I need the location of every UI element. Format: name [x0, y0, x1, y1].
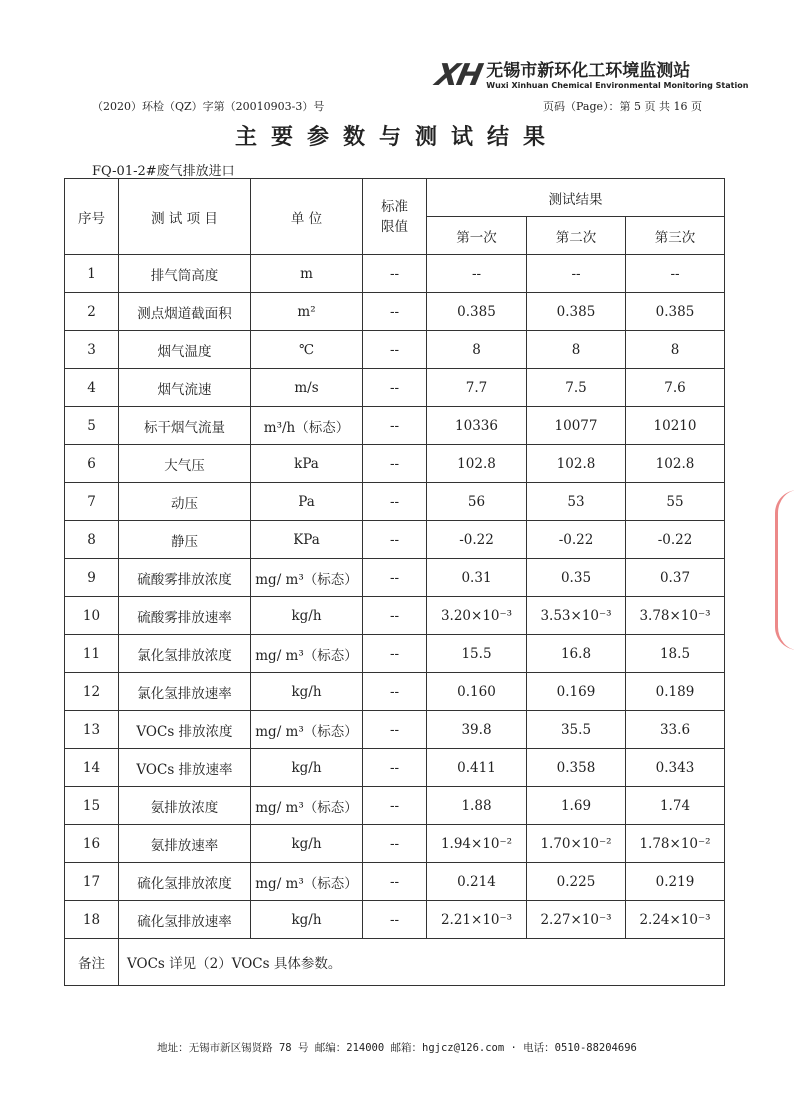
cell-limit: --: [363, 521, 427, 559]
cell-unit: m²: [251, 293, 363, 331]
cell-limit: --: [363, 255, 427, 293]
cell-r1: 0.31: [427, 559, 527, 597]
cell-limit: --: [363, 293, 427, 331]
table-row: [65, 483, 725, 521]
cell-limit: --: [363, 901, 427, 939]
cell-r1: --: [427, 255, 527, 293]
cell-n: 17: [65, 863, 119, 901]
cell-n: 5: [65, 407, 119, 445]
results-table: [64, 178, 725, 986]
cell-n: 6: [65, 445, 119, 483]
cell-limit: --: [363, 635, 427, 673]
cell-r2: 8: [527, 331, 626, 369]
header-run-1: 第一次: [427, 217, 527, 255]
cell-item: 硫酸雾排放速率: [119, 597, 251, 635]
cell-item: 硫化氢排放速率: [119, 901, 251, 939]
page-title: 主要参数与测试结果: [234, 124, 559, 150]
cell-r1: 0.385: [427, 293, 527, 331]
cell-r2: -0.22: [527, 521, 626, 559]
cell-item: 烟气流速: [119, 369, 251, 407]
table-row: [65, 521, 725, 559]
table-row: [65, 331, 725, 369]
cell-r1: -0.22: [427, 521, 527, 559]
cell-limit: --: [363, 787, 427, 825]
cell-r1: 0.411: [427, 749, 527, 787]
cell-r2: 53: [527, 483, 626, 521]
cell-r2: 0.385: [527, 293, 626, 331]
cell-n: 15: [65, 787, 119, 825]
table-row: [65, 711, 725, 749]
table-row: [65, 559, 725, 597]
cell-limit: --: [363, 407, 427, 445]
red-stamp-edge: [775, 490, 794, 650]
cell-n: 9: [65, 559, 119, 597]
cell-limit: --: [363, 863, 427, 901]
cell-item: 氯化氢排放速率: [119, 673, 251, 711]
cell-n: 12: [65, 673, 119, 711]
cell-r2: 102.8: [527, 445, 626, 483]
cell-unit: mg/ m³（标态）: [251, 711, 363, 749]
cell-r3: 0.37: [626, 559, 725, 597]
cell-limit: --: [363, 711, 427, 749]
cell-r2: 2.27×10⁻³: [527, 901, 626, 939]
cell-unit: m/s: [251, 369, 363, 407]
cell-r2: 7.5: [527, 369, 626, 407]
table-row: [65, 407, 725, 445]
cell-unit: mg/ m³（标态）: [251, 863, 363, 901]
cell-unit: kg/h: [251, 597, 363, 635]
cell-n: 14: [65, 749, 119, 787]
header-run-2: 第二次: [527, 217, 626, 255]
cell-r3: 10210: [626, 407, 725, 445]
cell-r2: 0.35: [527, 559, 626, 597]
cell-limit: --: [363, 825, 427, 863]
table-body: [65, 255, 725, 939]
header-seq: 序号: [65, 179, 119, 255]
cell-limit: --: [363, 559, 427, 597]
station-name-cn: 无锡市新环化工环境监测站: [486, 60, 691, 81]
cell-n: 1: [65, 255, 119, 293]
cell-item: 氯化氢排放浓度: [119, 635, 251, 673]
cell-n: 18: [65, 901, 119, 939]
cell-r2: 35.5: [527, 711, 626, 749]
cell-limit: --: [363, 749, 427, 787]
station-logo: [432, 58, 749, 93]
cell-r1: 1.88: [427, 787, 527, 825]
header-unit: 单 位: [251, 179, 363, 255]
cell-n: 11: [65, 635, 119, 673]
header-item: 测 试 项 目: [119, 179, 251, 255]
cell-item: 排气筒高度: [119, 255, 251, 293]
cell-r2: 10077: [527, 407, 626, 445]
cell-r1: 2.21×10⁻³: [427, 901, 527, 939]
cell-r2: 0.358: [527, 749, 626, 787]
cell-n: 4: [65, 369, 119, 407]
cell-r3: 102.8: [626, 445, 725, 483]
cell-unit: Pa: [251, 483, 363, 521]
cell-r1: 56: [427, 483, 527, 521]
outlet-label: FQ-01-2#废气排放进口: [92, 164, 235, 179]
table-row: [65, 787, 725, 825]
cell-item: VOCs 排放浓度: [119, 711, 251, 749]
footer-contact: 地址：无锡市新区锡贤路 78 号 邮编：214000 邮箱：hgjcz@126.com · 电话：0510-88204696: [157, 1042, 637, 1054]
cell-item: 动压: [119, 483, 251, 521]
cell-n: 2: [65, 293, 119, 331]
cell-unit: KPa: [251, 521, 363, 559]
cell-r2: 1.70×10⁻²: [527, 825, 626, 863]
cell-item: 标干烟气流量: [119, 407, 251, 445]
cell-n: 3: [65, 331, 119, 369]
cell-r1: 3.20×10⁻³: [427, 597, 527, 635]
cell-limit: --: [363, 597, 427, 635]
table-row: [65, 863, 725, 901]
header-limit: 标准限值: [363, 179, 427, 255]
document-number: （2020）环检（QZ）字第（20010903-3）号: [92, 100, 325, 113]
cell-r2: 1.69: [527, 787, 626, 825]
cell-item: VOCs 排放速率: [119, 749, 251, 787]
cell-r1: 1.94×10⁻²: [427, 825, 527, 863]
cell-unit: kPa: [251, 445, 363, 483]
cell-r3: 0.343: [626, 749, 725, 787]
cell-r1: 102.8: [427, 445, 527, 483]
cell-item: 测点烟道截面积: [119, 293, 251, 331]
station-name-en: Wuxi Xinhuan Chemical Environmental Monitoring Station: [486, 80, 749, 90]
cell-r3: 55: [626, 483, 725, 521]
page-number: 页码（Page）：第 5 页 共 16 页: [543, 100, 702, 113]
cell-n: 8: [65, 521, 119, 559]
cell-n: 13: [65, 711, 119, 749]
cell-r3: 0.219: [626, 863, 725, 901]
table-row: [65, 825, 725, 863]
cell-n: 7: [65, 483, 119, 521]
cell-item: 氨排放浓度: [119, 787, 251, 825]
cell-r1: 7.7: [427, 369, 527, 407]
cell-r3: 1.74: [626, 787, 725, 825]
cell-limit: --: [363, 483, 427, 521]
cell-r3: 0.189: [626, 673, 725, 711]
remark-text: VOCs 详见（2）VOCs 具体参数。: [119, 939, 725, 986]
cell-item: 大气压: [119, 445, 251, 483]
table-row: [65, 673, 725, 711]
cell-unit: m: [251, 255, 363, 293]
cell-r3: 0.385: [626, 293, 725, 331]
table-row: [65, 369, 725, 407]
table-row: [65, 635, 725, 673]
cell-unit: ℃: [251, 331, 363, 369]
cell-unit: mg/ m³（标态）: [251, 787, 363, 825]
cell-limit: --: [363, 369, 427, 407]
cell-unit: kg/h: [251, 749, 363, 787]
cell-r3: 33.6: [626, 711, 725, 749]
cell-r3: 8: [626, 331, 725, 369]
cell-r2: 0.169: [527, 673, 626, 711]
cell-item: 烟气温度: [119, 331, 251, 369]
cell-unit: mg/ m³（标态）: [251, 635, 363, 673]
cell-limit: --: [363, 331, 427, 369]
cell-r2: 3.53×10⁻³: [527, 597, 626, 635]
cell-unit: kg/h: [251, 825, 363, 863]
table-row: [65, 749, 725, 787]
cell-r3: 3.78×10⁻³: [626, 597, 725, 635]
cell-item: 硫化氢排放浓度: [119, 863, 251, 901]
cell-r2: --: [527, 255, 626, 293]
cell-item: 静压: [119, 521, 251, 559]
cell-r3: -0.22: [626, 521, 725, 559]
header-run-3: 第三次: [626, 217, 725, 255]
table-row: [65, 293, 725, 331]
cell-n: 16: [65, 825, 119, 863]
remark-label: 备注: [65, 939, 119, 986]
cell-item: 硫酸雾排放浓度: [119, 559, 251, 597]
cell-r3: 1.78×10⁻²: [626, 825, 725, 863]
cell-r3: --: [626, 255, 725, 293]
cell-r2: 0.225: [527, 863, 626, 901]
cell-r1: 15.5: [427, 635, 527, 673]
cell-limit: --: [363, 445, 427, 483]
cell-n: 10: [65, 597, 119, 635]
header-results: 测试结果: [427, 179, 725, 217]
cell-r1: 0.214: [427, 863, 527, 901]
cell-unit: mg/ m³（标态）: [251, 559, 363, 597]
cell-r3: 18.5: [626, 635, 725, 673]
cell-item: 氨排放速率: [119, 825, 251, 863]
logo-mark: XH: [432, 58, 484, 93]
cell-unit: m³/h（标态）: [251, 407, 363, 445]
cell-r1: 39.8: [427, 711, 527, 749]
table-row: [65, 445, 725, 483]
table-row: [65, 901, 725, 939]
table-row: [65, 255, 725, 293]
cell-r3: 2.24×10⁻³: [626, 901, 725, 939]
cell-unit: kg/h: [251, 673, 363, 711]
cell-limit: --: [363, 673, 427, 711]
cell-r3: 7.6: [626, 369, 725, 407]
cell-r1: 8: [427, 331, 527, 369]
cell-r2: 16.8: [527, 635, 626, 673]
cell-unit: kg/h: [251, 901, 363, 939]
table-row: [65, 597, 725, 635]
cell-r1: 0.160: [427, 673, 527, 711]
cell-r1: 10336: [427, 407, 527, 445]
